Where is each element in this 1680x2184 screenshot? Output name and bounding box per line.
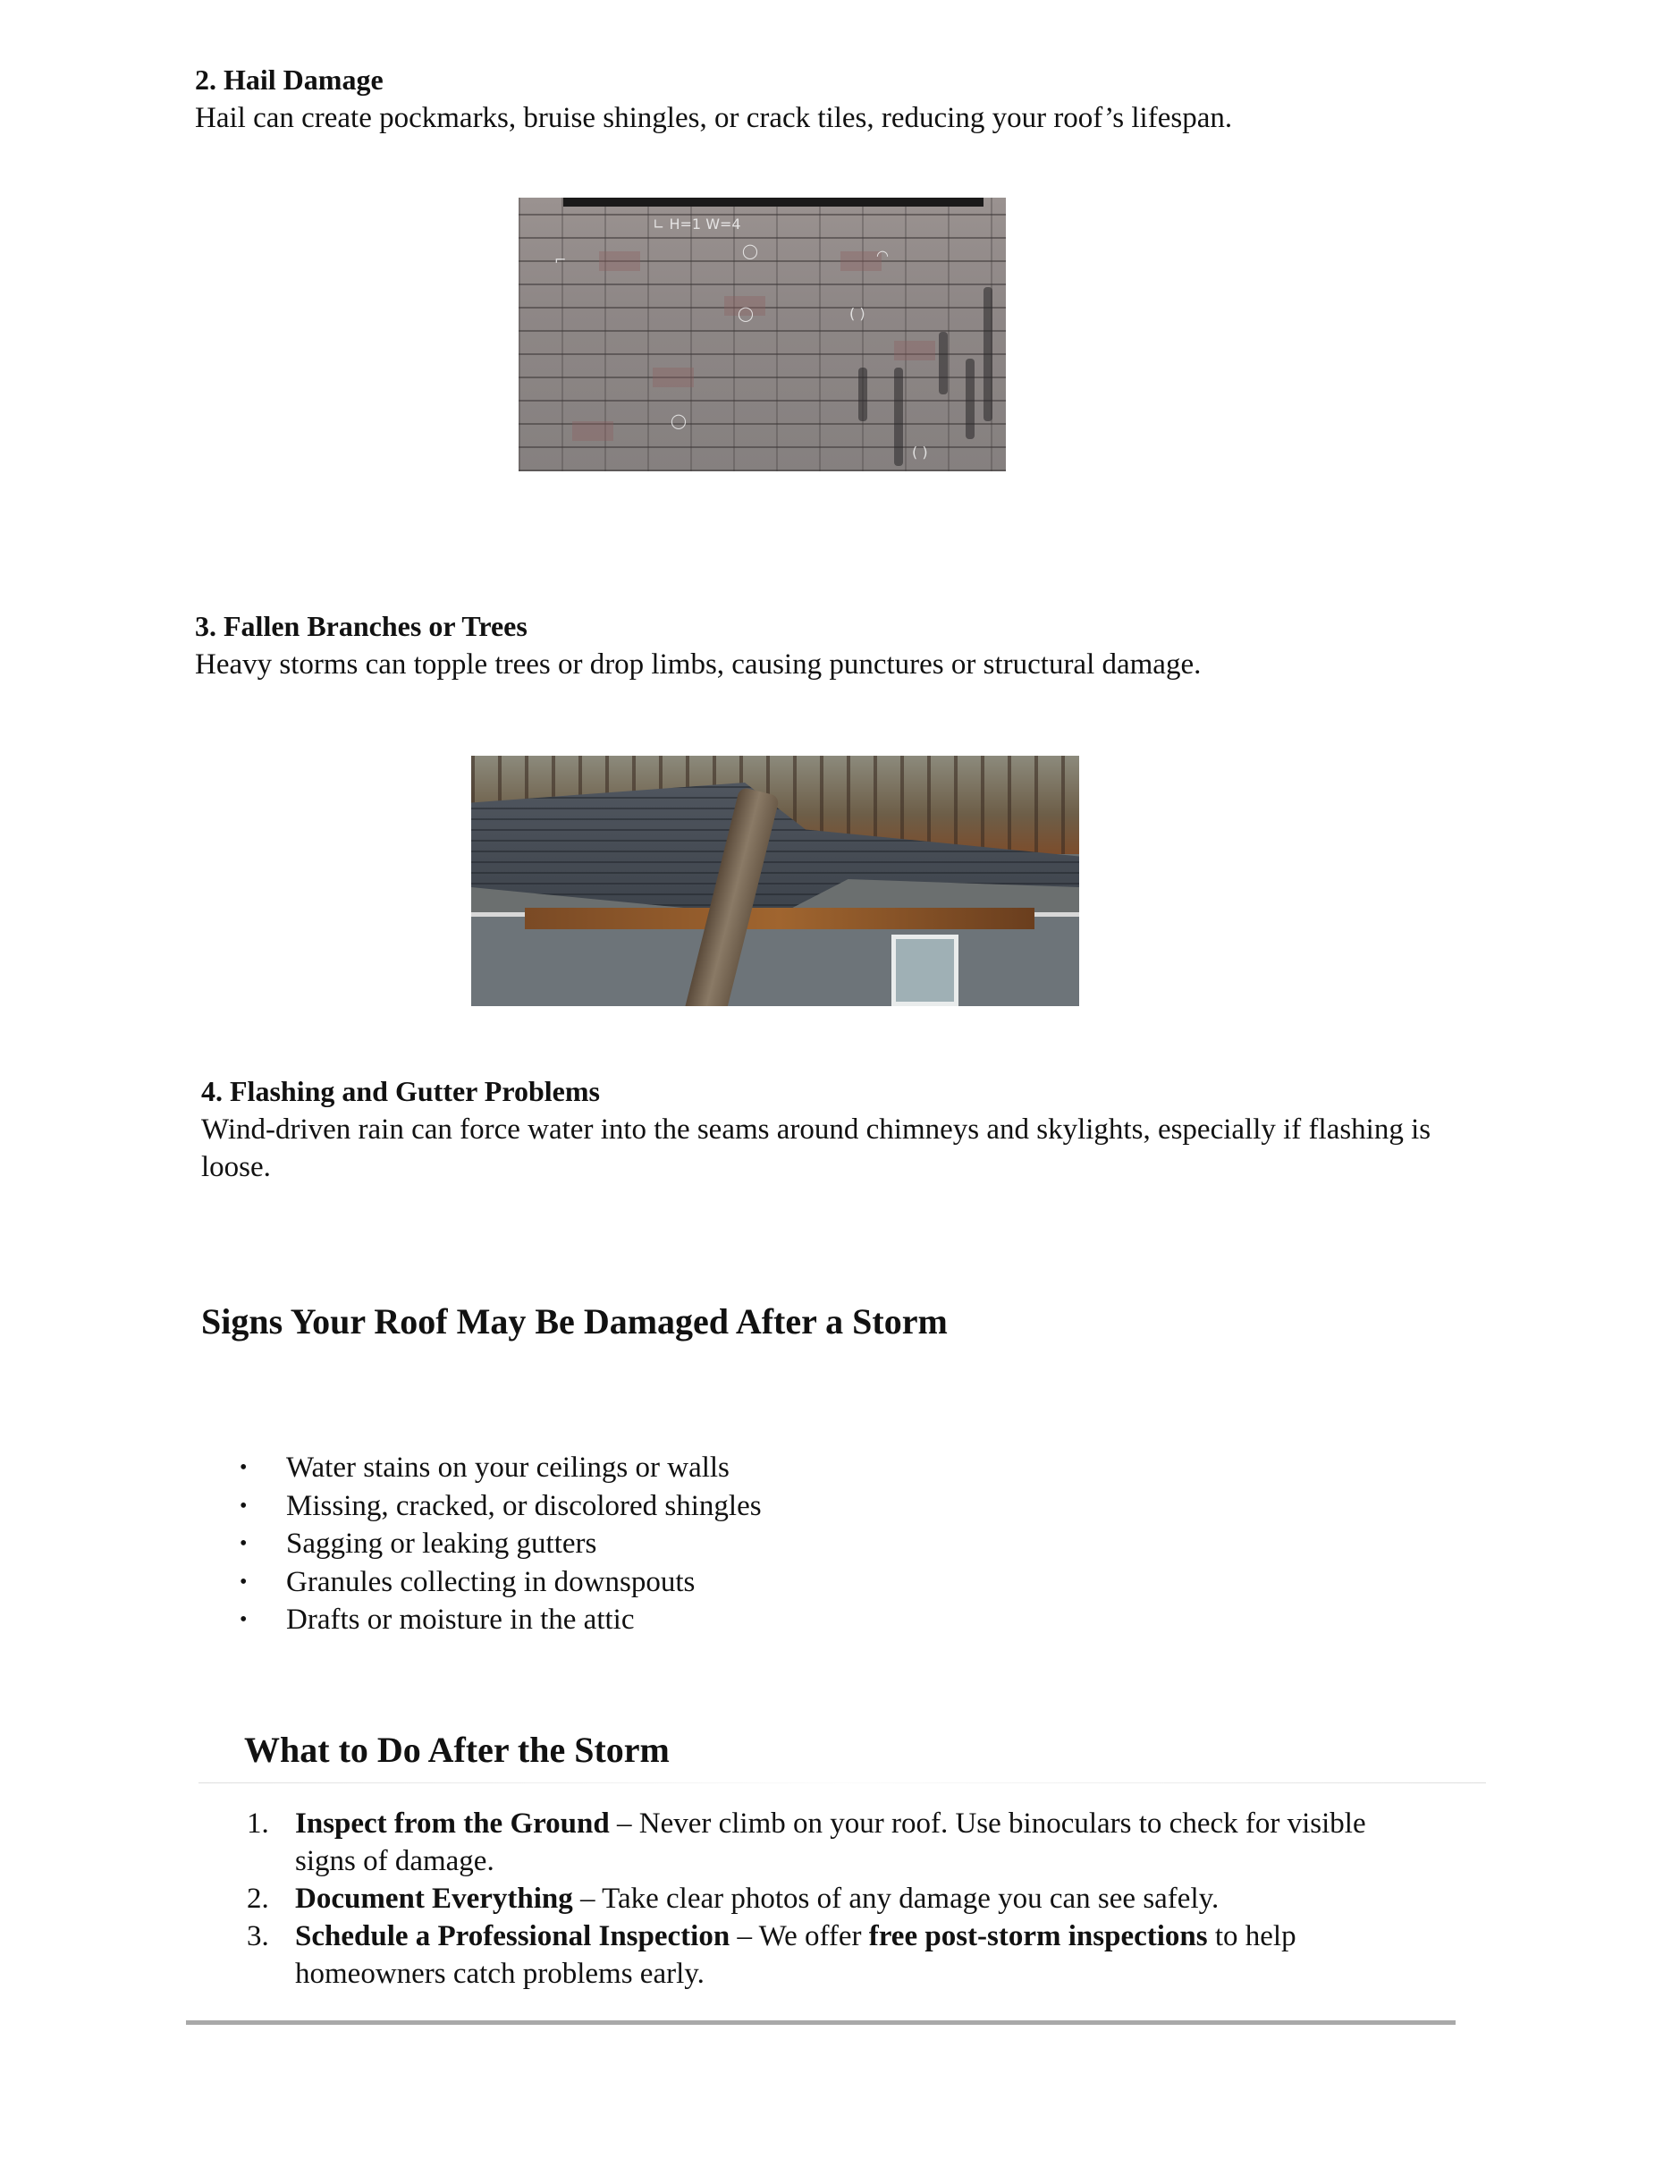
footer-divider [186,2020,1456,2025]
section-body-hail: Hail can create pockmarks, bruise shingles, or crack tiles, reducing your roof’s lifespan. [195,102,1233,134]
fallen-tree-photo [471,756,1079,1006]
list-item: • Granules collecting in downspouts [240,1565,696,1598]
signs-list [232,1449,1037,1639]
list-item: 3. Schedule a Professional Inspection – We offer free post-storm inspections to help homeowners catch problems early. [247,1920,1296,1990]
hail-damage-photo: ∟ H=1 W=4 ⌐ ◯ ◠ ◯ ( ) ◯ ( ) [519,198,1006,471]
after-storm-steps [241,1805,1431,1993]
list-item: 2. Document Everything – Take clear photos of any damage you can see safely. [247,1883,1220,1915]
list-item: • Sagging or leaking gutters [240,1528,597,1560]
list-item: 1. Inspect from the Ground – Never climb on your roof. Use binoculars to check for visible signs of damage. [247,1807,1366,1877]
section-body-trees: Heavy storms can topple trees or drop limbs, causing punctures or structural damage. [195,648,1202,681]
section-heading-flashing: 4. Flashing and Gutter Problems [201,1075,600,1107]
signs-heading: Signs Your Roof May Be Damaged After a Storm [201,1301,948,1342]
section-heading-hail: 2. Hail Damage [195,63,384,96]
list-item: • Drafts or moisture in the attic [240,1604,635,1636]
section-body-flashing: Wind-driven rain can force water into the seams around chimneys and skylights, especially if flashing is loose. [201,1113,1431,1183]
after-storm-heading: What to Do After the Storm [244,1730,670,1770]
list-item: • Missing, cracked, or discolored shingles [240,1489,762,1522]
divider [198,1782,1486,1783]
list-item: • Water stains on your ceilings or walls [240,1452,730,1484]
section-heading-trees: 3. Fallen Branches or Trees [195,610,528,642]
